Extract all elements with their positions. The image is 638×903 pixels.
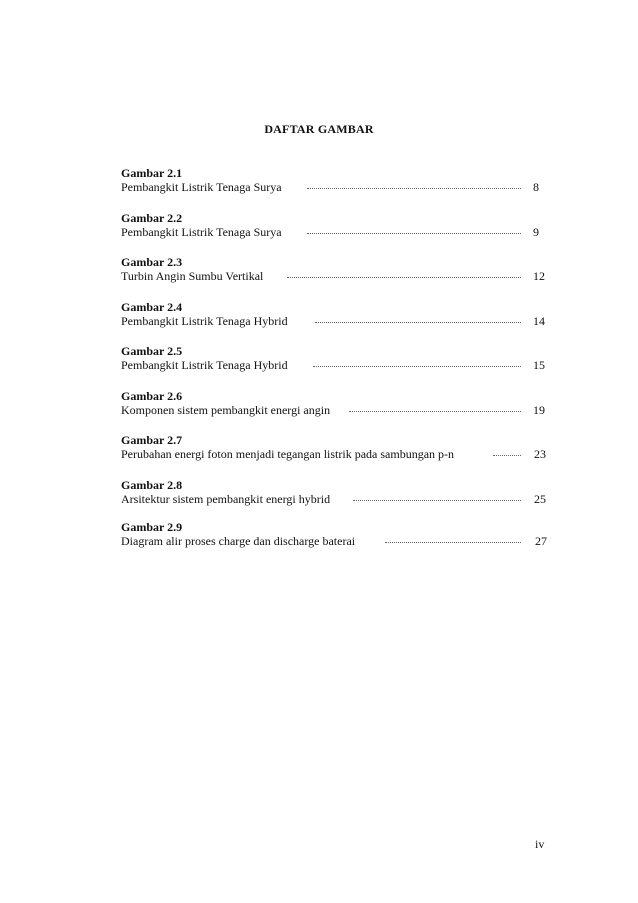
figure-label: Gambar 2.7 <box>121 433 183 447</box>
page-number: iv <box>535 837 545 851</box>
figure-page: 15 <box>533 358 545 372</box>
figure-label: Gambar 2.2 <box>121 210 183 225</box>
figure-page: 12 <box>533 269 545 283</box>
figure-description: Pembangkit Listrik Tenaga Hybrid <box>121 358 288 372</box>
dot-leader <box>307 188 521 189</box>
figure-label: Gambar 2.9 <box>121 519 183 534</box>
figure-page: 8 <box>533 180 539 194</box>
figure-label: Gambar 2.3 <box>121 255 183 269</box>
figure-description: Pembangkit Listrik Tenaga Surya <box>121 180 282 194</box>
figure-description: Diagram alir proses charge dan discharge baterai <box>121 533 356 548</box>
list-item <box>121 520 551 565</box>
list-item <box>121 389 551 434</box>
dot-leader <box>385 542 521 543</box>
figure-label: Gambar 2.4 <box>121 299 183 314</box>
figure-page: 19 <box>533 402 545 417</box>
figure-description: Perubahan energi foton menjadi tegangan listrik pada sambungan p-n <box>121 447 455 461</box>
figure-page: 25 <box>534 491 546 506</box>
dot-leader <box>315 322 521 323</box>
dot-leader <box>493 455 521 456</box>
figure-description: Komponen sistem pembangkit energi angin <box>121 402 331 417</box>
figure-description: Pembangkit Listrik Tenaga Surya <box>121 224 282 239</box>
page-title: DAFTAR GAMBAR <box>264 122 374 136</box>
dot-leader <box>287 277 521 278</box>
figure-label: Gambar 2.1 <box>121 166 183 180</box>
figure-list <box>121 166 551 564</box>
figure-label: Gambar 2.5 <box>121 344 183 358</box>
list-item <box>121 166 551 211</box>
figure-label: Gambar 2.6 <box>121 388 183 403</box>
figure-description: Turbin Angin Sumbu Vertikal <box>121 269 264 283</box>
list-item <box>121 211 551 256</box>
figure-description: Arsitektur sistem pembangkit energi hybrid <box>121 491 331 506</box>
figure-page: 27 <box>535 533 547 548</box>
list-item <box>121 478 551 520</box>
dot-leader <box>349 411 521 412</box>
figure-page: 9 <box>533 224 539 239</box>
figure-label: Gambar 2.8 <box>121 477 183 492</box>
list-item <box>121 433 551 478</box>
list-item <box>121 344 551 389</box>
figure-description: Pembangkit Listrik Tenaga Hybrid <box>121 313 288 328</box>
dot-leader <box>353 500 521 501</box>
figure-page: 14 <box>533 313 545 328</box>
dot-leader <box>313 366 521 367</box>
dot-leader <box>307 233 521 234</box>
figure-page: 23 <box>534 447 546 461</box>
list-item <box>121 300 551 345</box>
list-item <box>121 255 551 300</box>
